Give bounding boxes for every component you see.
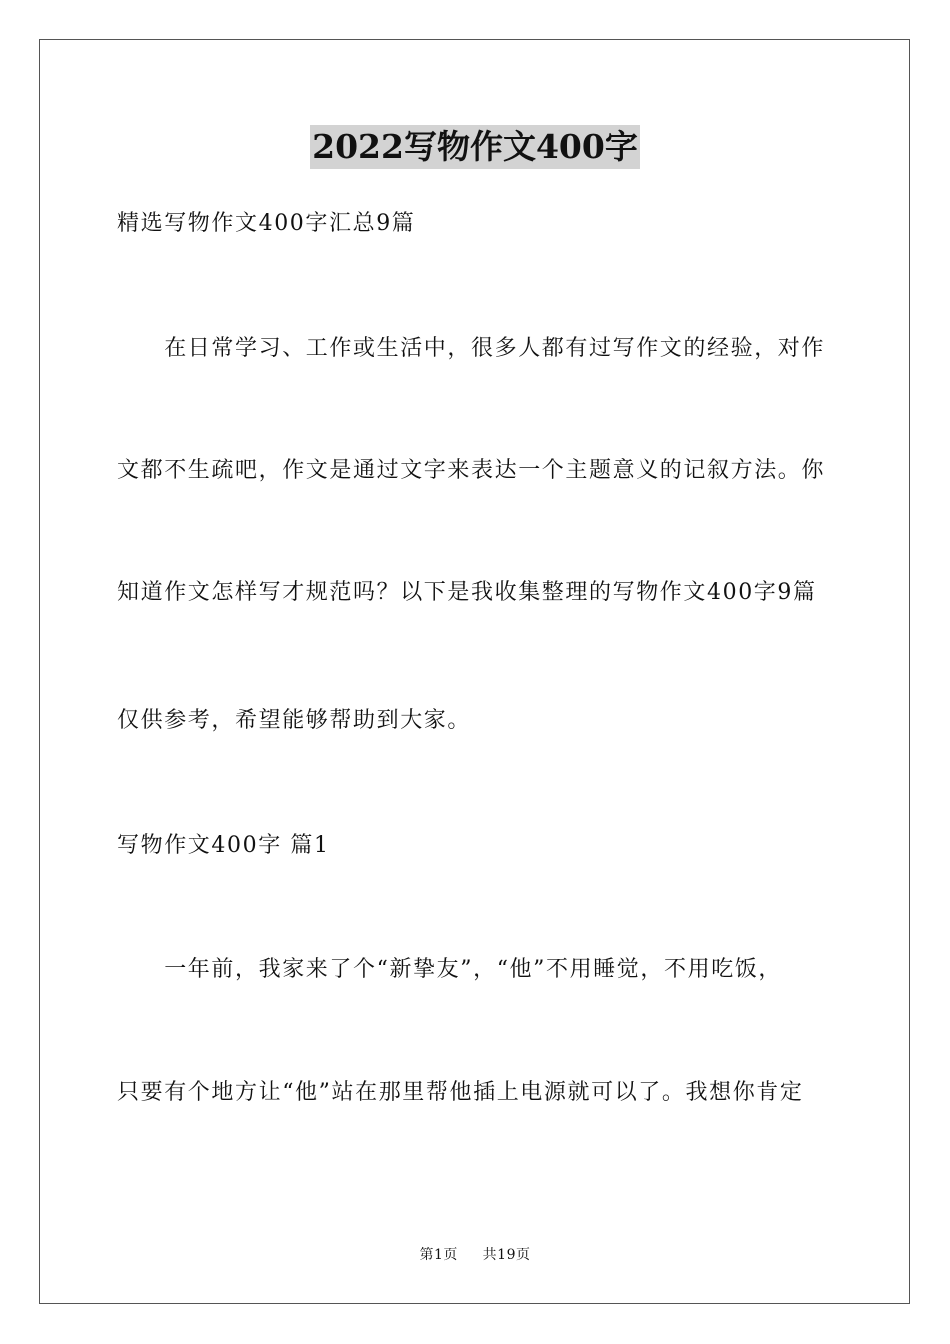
body-line-5: 一年前，我家来了个“新挚友”，“他”不用睡觉，不用吃饭， <box>117 957 782 982</box>
title-container <box>0 125 950 169</box>
body-line-1: 在日常学习、工作或生活中，很多人都有过写作文的经验，对作 <box>117 336 826 361</box>
page-number: 第1页 <box>419 1247 458 1263</box>
body-line-4: 仅供参考，希望能够帮助到大家。 <box>117 708 472 733</box>
body-line-3: 知道作文怎样写才规范吗？以下是我收集整理的写物作文400字9篇 <box>117 580 817 605</box>
page-total: 共19页 <box>482 1247 531 1263</box>
document-title: 2022写物作文400字 <box>310 125 640 169</box>
page-footer <box>0 1245 950 1265</box>
body-line-2: 文都不生疏吧，作文是通过文字来表达一个主题意义的记叙方法。你 <box>117 458 826 483</box>
section-heading: 写物作文400字 篇1 <box>117 833 330 858</box>
body-line-6: 只要有个地方让“他”站在那里帮他插上电源就可以了。我想你肯定 <box>117 1080 804 1105</box>
document-subtitle: 精选写物作文400字汇总9篇 <box>117 211 416 236</box>
